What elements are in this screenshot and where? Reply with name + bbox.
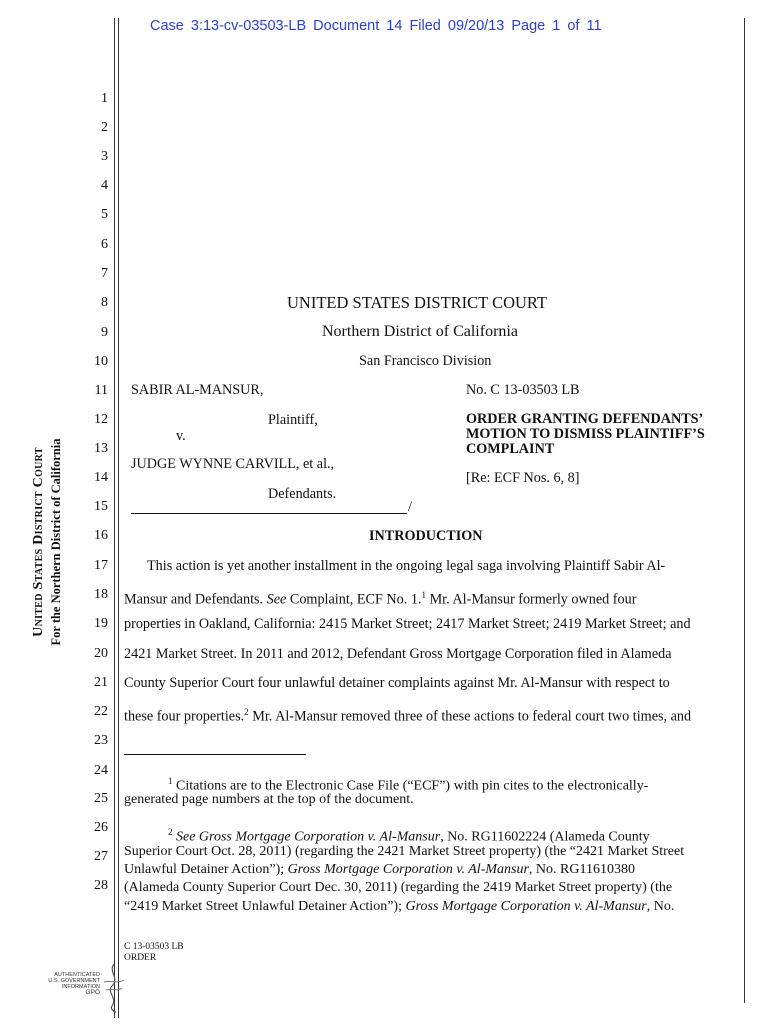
caption-rule	[131, 513, 407, 514]
line-number: 22	[94, 704, 108, 719]
text-run: Mansur and Defendants.	[124, 591, 267, 608]
line-number: 7	[101, 266, 108, 281]
line-number: 18	[94, 587, 108, 602]
court-division: San Francisco Division	[359, 353, 492, 369]
line-number: 4	[101, 178, 108, 193]
citation-case-name: Gross Mortgage Corporation v. Al-Mansur	[287, 862, 529, 877]
text-run: , No. RG11602224 (Alameda County	[440, 829, 650, 845]
line-number: 14	[94, 470, 108, 485]
case-header: Case 3:13-cv-03503-LB Document 14 Filed 09/20/13 Page 1 of 11	[150, 18, 602, 34]
footnote-2-line-5	[124, 898, 674, 915]
order-title-line-3: COMPLAINT	[466, 441, 555, 457]
body-line-19: properties in Oakland, California: 2415 Market Street; 2417 Market Street; 2419 Market Street; and	[124, 616, 691, 632]
text-run: Mr. Al-Mansur removed three of these actions to federal court two times, and	[248, 708, 692, 725]
line-number: 11	[94, 383, 108, 398]
text-run: Complaint, ECF No. 1.	[286, 591, 422, 608]
section-heading: INTRODUCTION	[369, 528, 483, 544]
footnote-ref-1: 1	[421, 590, 427, 600]
text-run: these four properties.	[124, 708, 245, 725]
body-line-18	[124, 587, 636, 609]
body-line-22	[124, 704, 691, 726]
gpo-text: GPO	[85, 989, 100, 996]
gpo-text: AUTHENTICATED	[54, 972, 100, 978]
line-number: 26	[94, 820, 108, 835]
gpo-text: U.S. GOVERNMENT	[48, 978, 100, 984]
order-title-line-1: ORDER GRANTING DEFENDANTS’	[466, 411, 704, 427]
footnote-marker-1: 1	[168, 776, 173, 786]
footnote-ref-2: 2	[244, 707, 249, 717]
footer-doc-type: ORDER	[124, 953, 157, 963]
citation-case-name: Gross Mortgage Corporation v. Al-Mansur	[405, 899, 647, 914]
line-number: 17	[94, 558, 108, 573]
line-number: 19	[94, 616, 108, 631]
line-number: 5	[101, 207, 108, 222]
line-number: 24	[94, 763, 108, 778]
text-run: “2419 Market Street Unlawful Detainer Action”);	[124, 899, 406, 914]
plaintiff-name: SABIR AL-MANSUR,	[131, 382, 264, 398]
text-run: Citations are to the Electronic Case File (“ECF”) with pin cites to the electronically-	[172, 778, 649, 794]
order-title-line-2: MOTION TO DISMISS PLAINTIFF’S	[466, 426, 705, 442]
versus: v.	[176, 428, 186, 444]
body-line-17: This action is yet another installment in the ongoing legal saga involving Plaintiff Sabir Al-	[147, 558, 666, 574]
footnote-marker-2: 2	[168, 827, 173, 837]
line-number: 13	[94, 441, 108, 456]
right-margin-rule	[744, 18, 745, 1003]
sidebar-district: For the Northern District of California	[49, 438, 63, 646]
left-margin-rule-1	[114, 18, 115, 1018]
line-number: 6	[101, 237, 108, 252]
footnote-2-line-3	[124, 861, 635, 878]
line-number: 16	[94, 528, 108, 543]
left-margin-rule-2	[118, 18, 119, 1018]
line-number: 20	[94, 646, 108, 661]
court-sidebar	[30, 372, 70, 712]
line-number: 28	[94, 878, 108, 893]
line-number: 10	[94, 354, 108, 369]
caption-rule-end: /	[408, 499, 412, 515]
line-number: 21	[94, 675, 108, 690]
citation-case-name: See Gross Mortgage Corporation v. Al-Mansur	[172, 829, 441, 845]
footnote-separator	[124, 754, 306, 755]
line-number: 27	[94, 849, 108, 864]
footnote-2-line-2: Superior Court Oct. 28, 2011) (regarding the 2421 Market Street property) (the “2421 Market Street	[124, 844, 685, 859]
body-line-20: 2421 Market Street. In 2011 and 2012, Defendant Gross Mortgage Corporation filed in Alameda	[124, 646, 672, 662]
text-run: , No.	[646, 899, 675, 914]
case-number: No. C 13-03503 LB	[466, 382, 580, 398]
line-number: 15	[94, 499, 108, 514]
footnote-1-line-2: generated page numbers at the top of the document.	[124, 792, 414, 807]
signal-see: See	[266, 591, 287, 608]
line-number: 8	[101, 295, 108, 310]
defendant-name: JUDGE WYNNE CARVILL, et al.,	[131, 456, 335, 472]
body-line-21: County Superior Court four unlawful detainer complaints against Mr. Al-Mansur with respect to	[124, 675, 670, 691]
defendant-role: Defendants.	[268, 486, 337, 502]
gpo-authentication-mark	[40, 972, 100, 996]
footnote-2-line-4: (Alameda County Superior Court Dec. 30, 2011) (regarding the 2419 Market Street property) (the	[124, 880, 673, 895]
text-run: Unlawful Detainer Action”);	[124, 862, 288, 877]
line-number: 2	[101, 120, 108, 135]
footer-case-ref: C 13-03503 LB	[124, 942, 184, 952]
text-run: , No. RG11610380	[528, 862, 635, 877]
line-number: 9	[101, 325, 108, 340]
line-number: 3	[101, 149, 108, 164]
gpo-text: INFORMATION	[61, 984, 100, 990]
line-number: 12	[94, 412, 108, 427]
text-run: Mr. Al-Mansur formerly owned four	[426, 591, 637, 608]
gpo-eagle-icon	[100, 962, 128, 1014]
ecf-reference: [Re: ECF Nos. 6, 8]	[466, 470, 580, 486]
line-number: 1	[101, 91, 108, 106]
line-number: 23	[94, 733, 108, 748]
sidebar-court-name: United States District Court	[31, 447, 46, 637]
line-number: 25	[94, 791, 108, 806]
court-name: UNITED STATES DISTRICT COURT	[287, 293, 548, 312]
court-district: Northern District of California	[322, 323, 518, 340]
plaintiff-role: Plaintiff,	[268, 412, 318, 428]
